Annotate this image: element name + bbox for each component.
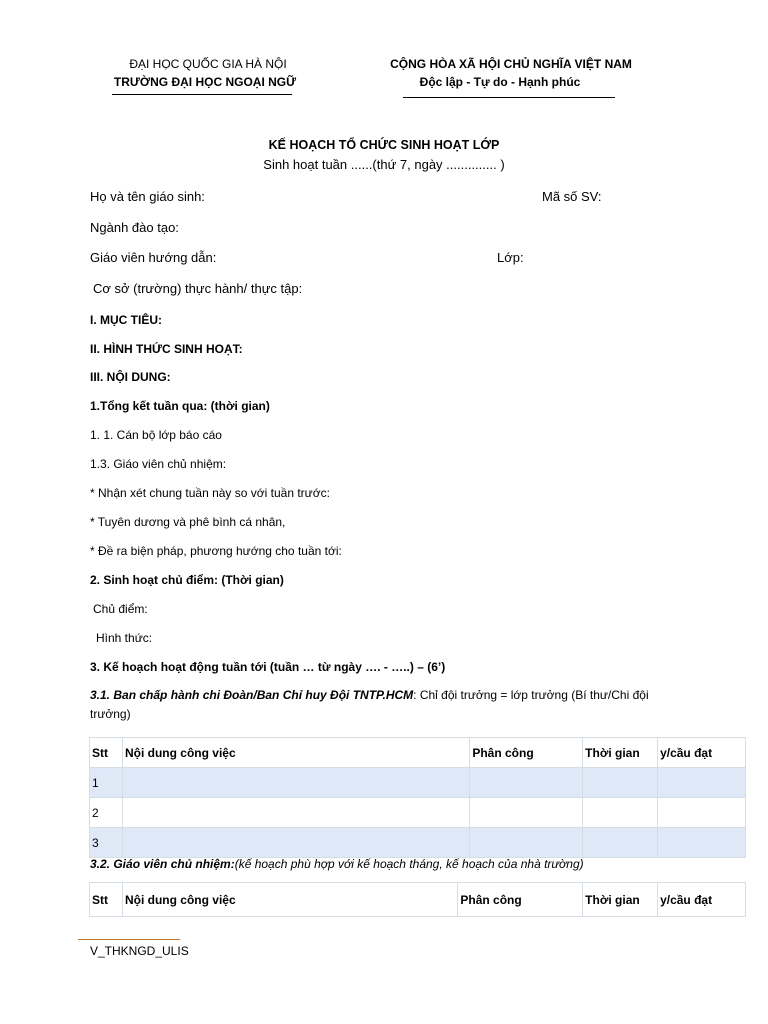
header-content: Nội dung công việc bbox=[122, 883, 457, 917]
part-1-1: 1. 1. Cán bộ lớp báo cáo bbox=[90, 428, 222, 442]
header-stt: Stt bbox=[90, 883, 123, 917]
document-subtitle: Sinh hoạt tuần ......(thứ 7, ngày .............. ) bbox=[263, 157, 505, 172]
table-cell[interactable] bbox=[658, 828, 746, 858]
university-name: ĐẠI HỌC QUỐC GIA HÀ NỘI bbox=[129, 57, 287, 71]
motto-underline bbox=[403, 97, 615, 98]
part-3-1-note: : Chỉ đội trưởng = lớp trưởng (Bí thư/Chi đội bbox=[413, 688, 649, 702]
part-3-1 bbox=[90, 688, 649, 702]
plan-table-2 bbox=[89, 882, 746, 917]
row-number: 1 bbox=[90, 768, 123, 798]
part-1-heading: 1.Tổng kết tuần qua: (thời gian) bbox=[90, 399, 270, 413]
part-2-topic: Chủ điểm: bbox=[93, 602, 148, 616]
table-cell[interactable] bbox=[583, 828, 658, 858]
part-3-2-note: (kế hoạch phù hợp với kế hoạch tháng, kế hoạch của nhà trường) bbox=[234, 857, 584, 871]
part-3-1-title: 3.1. Ban chấp hành chi Đoàn/Ban Chỉ huy Đội TNTP.HCM bbox=[90, 688, 414, 702]
section-format: II. HÌNH THỨC SINH HOẠT: bbox=[90, 342, 243, 356]
motto: Độc lập - Tự do - Hạnh phúc bbox=[419, 75, 581, 89]
header-assignment: Phân công bbox=[458, 883, 583, 917]
supervisor-label: Giáo viên hướng dẫn: bbox=[90, 250, 217, 265]
bullet-review: * Nhận xét chung tuần này so với tuần trước: bbox=[90, 486, 330, 500]
plan-table-1 bbox=[89, 737, 746, 858]
table-cell[interactable] bbox=[470, 828, 583, 858]
part-3-1-note-cont: trưởng) bbox=[90, 707, 131, 721]
section-content: III. NỘI DUNG: bbox=[90, 370, 171, 384]
footer-code: V_THKNGD_ULIS bbox=[90, 944, 189, 958]
section-objectives: I. MỤC TIÊU: bbox=[90, 313, 162, 327]
document-title: KẾ HOẠCH TỔ CHỨC SINH HOẠT LỚP bbox=[268, 138, 500, 152]
class-label: Lớp: bbox=[497, 250, 524, 265]
header-stt: Stt bbox=[90, 738, 123, 768]
school-underline bbox=[112, 94, 292, 95]
table-cell[interactable] bbox=[122, 828, 469, 858]
major-label: Ngành đào tạo: bbox=[90, 220, 179, 235]
table-header-row bbox=[90, 883, 746, 917]
part-3-2-title: 3.2. Giáo viên chủ nhiệm: bbox=[90, 857, 235, 871]
table-cell[interactable] bbox=[122, 768, 469, 798]
table-cell[interactable] bbox=[122, 798, 469, 828]
bullet-praise: * Tuyên dương và phê bình cá nhân, bbox=[90, 515, 286, 529]
school-name: TRƯỜNG ĐẠI HỌC NGOẠI NGỮ bbox=[113, 75, 297, 89]
student-id-label: Mã số SV: bbox=[542, 189, 602, 204]
part-2-heading: 2. Sinh hoạt chủ điểm: (Thời gian) bbox=[90, 573, 284, 587]
footer-rule bbox=[78, 939, 180, 940]
part-1-3: 1.3. Giáo viên chủ nhiệm: bbox=[90, 457, 227, 471]
table-cell[interactable] bbox=[658, 798, 746, 828]
header-content: Nội dung công việc bbox=[122, 738, 469, 768]
nation-name: CỘNG HÒA XÃ HỘI CHỦ NGHĨA VIỆT NAM bbox=[390, 57, 632, 71]
part-3-2 bbox=[90, 857, 584, 871]
table-cell[interactable] bbox=[470, 798, 583, 828]
student-name-label: Họ và tên giáo sinh: bbox=[90, 189, 205, 204]
school-label: Cơ sở (trường) thực hành/ thực tập: bbox=[93, 281, 303, 296]
part-3-heading: 3. Kế hoạch hoạt động tuần tới (tuần … từ ngày …. - …..) – (6’) bbox=[90, 660, 446, 674]
header-time: Thời gian bbox=[583, 883, 658, 917]
header-time: Thời gian bbox=[583, 738, 658, 768]
row-number: 3 bbox=[90, 828, 123, 858]
row-number: 2 bbox=[90, 798, 123, 828]
table-header-row bbox=[90, 738, 746, 768]
part-2-form: Hình thức: bbox=[96, 631, 153, 645]
table-row bbox=[90, 828, 746, 858]
table-cell[interactable] bbox=[583, 798, 658, 828]
table-cell[interactable] bbox=[658, 768, 746, 798]
table-row bbox=[90, 768, 746, 798]
header-requirement: y/cầu đạt bbox=[658, 738, 746, 768]
table-cell[interactable] bbox=[470, 768, 583, 798]
table-row bbox=[90, 798, 746, 828]
bullet-plan: * Đề ra biện pháp, phương hướng cho tuần tới: bbox=[90, 544, 342, 558]
header-requirement: y/cầu đạt bbox=[658, 883, 746, 917]
table-cell[interactable] bbox=[583, 768, 658, 798]
header-assignment: Phân công bbox=[470, 738, 583, 768]
